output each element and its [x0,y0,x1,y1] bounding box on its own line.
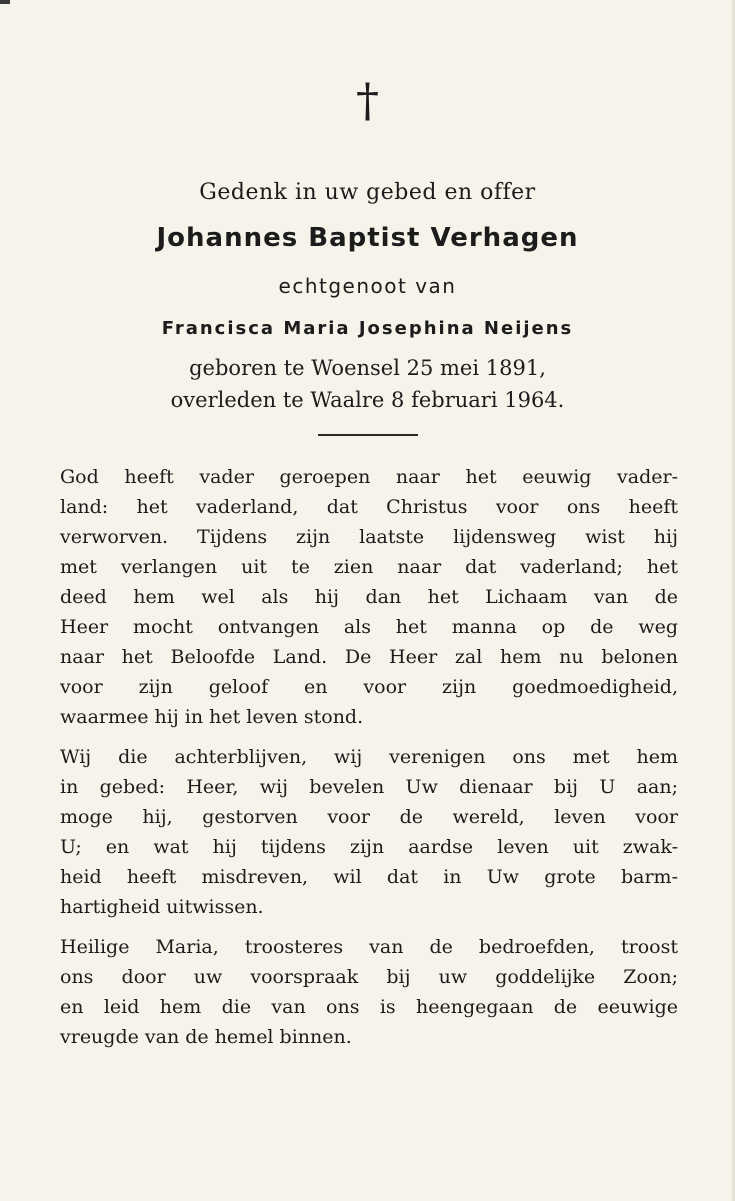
paragraph [60,742,678,922]
text-line: Wij die achterblijven, wij verenigen ons met hem [60,746,678,768]
cross-icon: † [356,73,379,127]
text-line: met verlangen uit te zien naar dat vaderland; het [60,556,678,578]
spouse-name: Francisca Maria Josephina Neijens [161,318,574,339]
text-line: moge hij, gestorven voor de wereld, leven voor [60,806,678,828]
card-header [0,176,735,416]
birth-text: geboren te Woensel 25 mei 1891, [189,356,546,380]
text-line: naar het Beloofde Land. De Heer zal hem nu belonen [60,646,678,668]
paragraph [60,932,678,1052]
divider [318,434,418,436]
text-line: voor zijn geloof en voor zijn goedmoedigheid, [60,676,678,698]
death-text: overleden te Waalre 8 februari 1964. [170,388,565,412]
text-line: land: het vaderland, dat Christus voor ons heeft [60,496,678,518]
deceased-name: Johannes Baptist Verhagen [156,223,579,253]
relation-text: echtgenoot van [278,274,457,298]
corner-mark [0,0,10,4]
text-line: en leid hem die van ons is heengegaan de eeuwige [60,996,678,1018]
text-line: verworven. Tijdens zijn laatste lijdensweg wist hij [60,526,678,548]
text-line: heid heeft misdreven, wil dat in Uw grote barm- [60,866,678,888]
text-line: in gebed: Heer, wij bevelen Uw dienaar bij U aan; [60,776,678,798]
paragraph [60,462,678,732]
text-line: vreugde van de hemel binnen. [60,1026,352,1048]
text-line: God heeft vader geroepen naar het eeuwig vader- [60,466,678,488]
prayer-text [60,462,678,1062]
intro-text: Gedenk in uw gebed en offer [199,180,536,205]
text-line: Heilige Maria, troosteres van de bedroefden, troost [60,936,678,958]
text-line: U; en wat hij tijdens zijn aardse leven uit zwak- [60,836,678,858]
text-line: Heer mocht ontvangen als het manna op de weg [60,616,678,638]
text-line: ons door uw voorspraak bij uw goddelijke Zoon; [60,966,678,988]
text-line: deed hem wel als hij dan het Lichaam van de [60,586,678,608]
text-line: waarmee hij in het leven stond. [60,706,364,728]
text-line: hartigheid uitwissen. [60,896,264,918]
